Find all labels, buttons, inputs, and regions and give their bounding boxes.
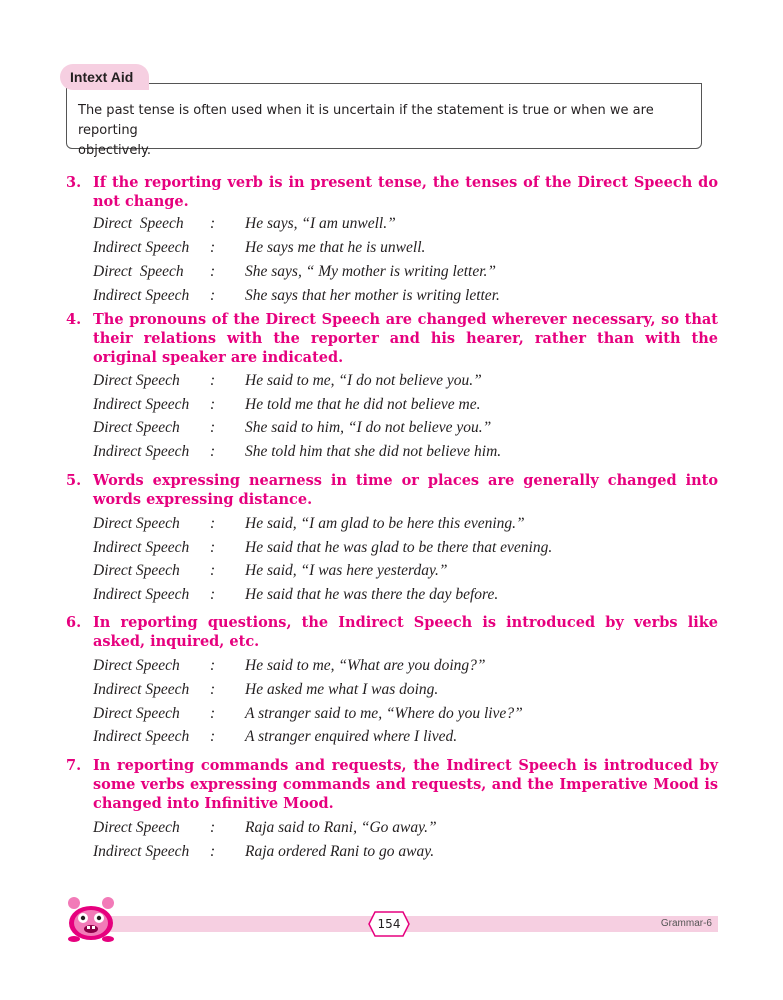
rule-number: 6. [66, 614, 82, 631]
example-row [93, 238, 713, 258]
footer-book-title: Grammar-6 [660, 918, 712, 929]
example-colon: : [210, 539, 216, 556]
example-row [93, 418, 713, 438]
example-colon: : [210, 843, 216, 860]
example-colon: : [210, 515, 216, 532]
example-row [93, 286, 713, 306]
rule-number: 4. [66, 311, 82, 328]
rule-text: If the reporting verb is in present tense, the tenses of the Direct Speech do not change. [93, 174, 718, 210]
example-sentence: She told him that she did not believe him. [245, 443, 502, 460]
example-label: Direct Speech [93, 515, 180, 532]
example-colon: : [210, 657, 216, 674]
pink-monster-mascot-icon [62, 893, 120, 943]
example-label: Direct Speech [93, 819, 180, 836]
example-sentence: Raja ordered Rani to go away. [245, 843, 435, 860]
example-colon: : [210, 728, 216, 745]
rule-text: The pronouns of the Direct Speech are changed wherever necessary, so that their relations with the reporter and his hearer, rather than with the original speaker are indicated. [93, 311, 718, 366]
example-colon: : [210, 586, 216, 603]
example-row [93, 656, 713, 676]
example-sentence: He says me that he is unwell. [245, 239, 426, 256]
example-sentence: She said to him, “I do not believe you.” [245, 419, 492, 436]
example-row [93, 561, 713, 581]
example-label: Direct Speech [93, 372, 180, 389]
intext-aid-text [78, 101, 698, 161]
example-sentence: A stranger enquired where I lived. [245, 728, 458, 745]
example-colon: : [210, 396, 216, 413]
rule-5 [66, 471, 718, 509]
example-sentence: A stranger said to me, “Where do you live?” [245, 705, 523, 722]
rule-6 [66, 613, 718, 651]
example-label: Direct Speech [93, 215, 184, 232]
example-row [93, 842, 713, 862]
example-label: Direct Speech [93, 263, 184, 280]
rule-number: 3. [66, 174, 82, 191]
example-colon: : [210, 372, 216, 389]
example-sentence: He said, “I was here yesterday.” [245, 562, 448, 579]
example-label: Direct Speech [93, 419, 180, 436]
example-label: Direct Speech [93, 657, 180, 674]
example-sentence: He told me that he did not believe me. [245, 396, 481, 413]
page-number: 154 [377, 917, 401, 931]
example-colon: : [210, 681, 216, 698]
example-label: Direct Speech [93, 705, 180, 722]
example-label: Indirect Speech [93, 681, 190, 698]
example-row [93, 818, 713, 838]
example-row [93, 727, 713, 747]
rule-number: 5. [66, 472, 82, 489]
example-label: Indirect Speech [93, 728, 190, 745]
example-label: Indirect Speech [93, 239, 190, 256]
example-colon: : [210, 443, 216, 460]
rule-4 [66, 310, 718, 367]
intext-aid-line-2: objectively. [78, 143, 151, 158]
example-label: Indirect Speech [93, 287, 190, 304]
example-colon: : [210, 239, 216, 256]
example-row [93, 585, 713, 605]
example-label: Indirect Speech [93, 843, 190, 860]
example-sentence: He said, “I am glad to be here this evening.” [245, 515, 525, 532]
example-row [93, 371, 713, 391]
example-sentence: He said that he was there the day before. [245, 586, 499, 603]
example-row [93, 514, 713, 534]
example-colon: : [210, 705, 216, 722]
intext-aid-line-1: The past tense is often used when it is uncertain if the statement is true or when we are reporting [78, 103, 654, 138]
example-label: Indirect Speech [93, 443, 190, 460]
rule-text: Words expressing nearness in time or places are generally changed into words expressing distance. [93, 472, 718, 508]
example-colon: : [210, 419, 216, 436]
example-row [93, 214, 713, 234]
rule-3 [66, 173, 718, 211]
rule-number: 7. [66, 757, 82, 774]
example-sentence: She says that her mother is writing letter. [245, 287, 500, 304]
example-sentence: He said to me, “What are you doing?” [245, 657, 486, 674]
example-sentence: She says, “ My mother is writing letter.” [245, 263, 497, 280]
intext-aid-title: Intext Aid [60, 64, 149, 90]
example-label: Indirect Speech [93, 586, 190, 603]
example-sentence: He said that he was glad to be there that evening. [245, 539, 553, 556]
example-row [93, 538, 713, 558]
example-sentence: Raja said to Rani, “Go away.” [245, 819, 437, 836]
example-sentence: He said to me, “I do not believe you.” [245, 372, 482, 389]
example-label: Direct Speech [93, 562, 180, 579]
example-sentence: He asked me what I was doing. [245, 681, 439, 698]
example-row [93, 704, 713, 724]
example-colon: : [210, 562, 216, 579]
example-colon: : [210, 819, 216, 836]
example-colon: : [210, 287, 216, 304]
example-colon: : [210, 263, 216, 280]
example-label: Indirect Speech [93, 396, 190, 413]
example-row [93, 262, 713, 282]
example-row [93, 395, 713, 415]
example-row [93, 680, 713, 700]
rule-text: In reporting questions, the Indirect Speech is introduced by verbs like asked, inquired, etc. [93, 614, 718, 650]
rule-7 [66, 756, 718, 813]
page-number-badge [367, 909, 411, 939]
example-row [93, 442, 713, 462]
example-label: Indirect Speech [93, 539, 190, 556]
rule-text: In reporting commands and requests, the Indirect Speech is introduced by some verbs expressing commands and requests, and the Imperative Mood is changed into Infinitive Mood. [93, 757, 718, 812]
example-sentence: He says, “I am unwell.” [245, 215, 396, 232]
example-colon: : [210, 215, 216, 232]
